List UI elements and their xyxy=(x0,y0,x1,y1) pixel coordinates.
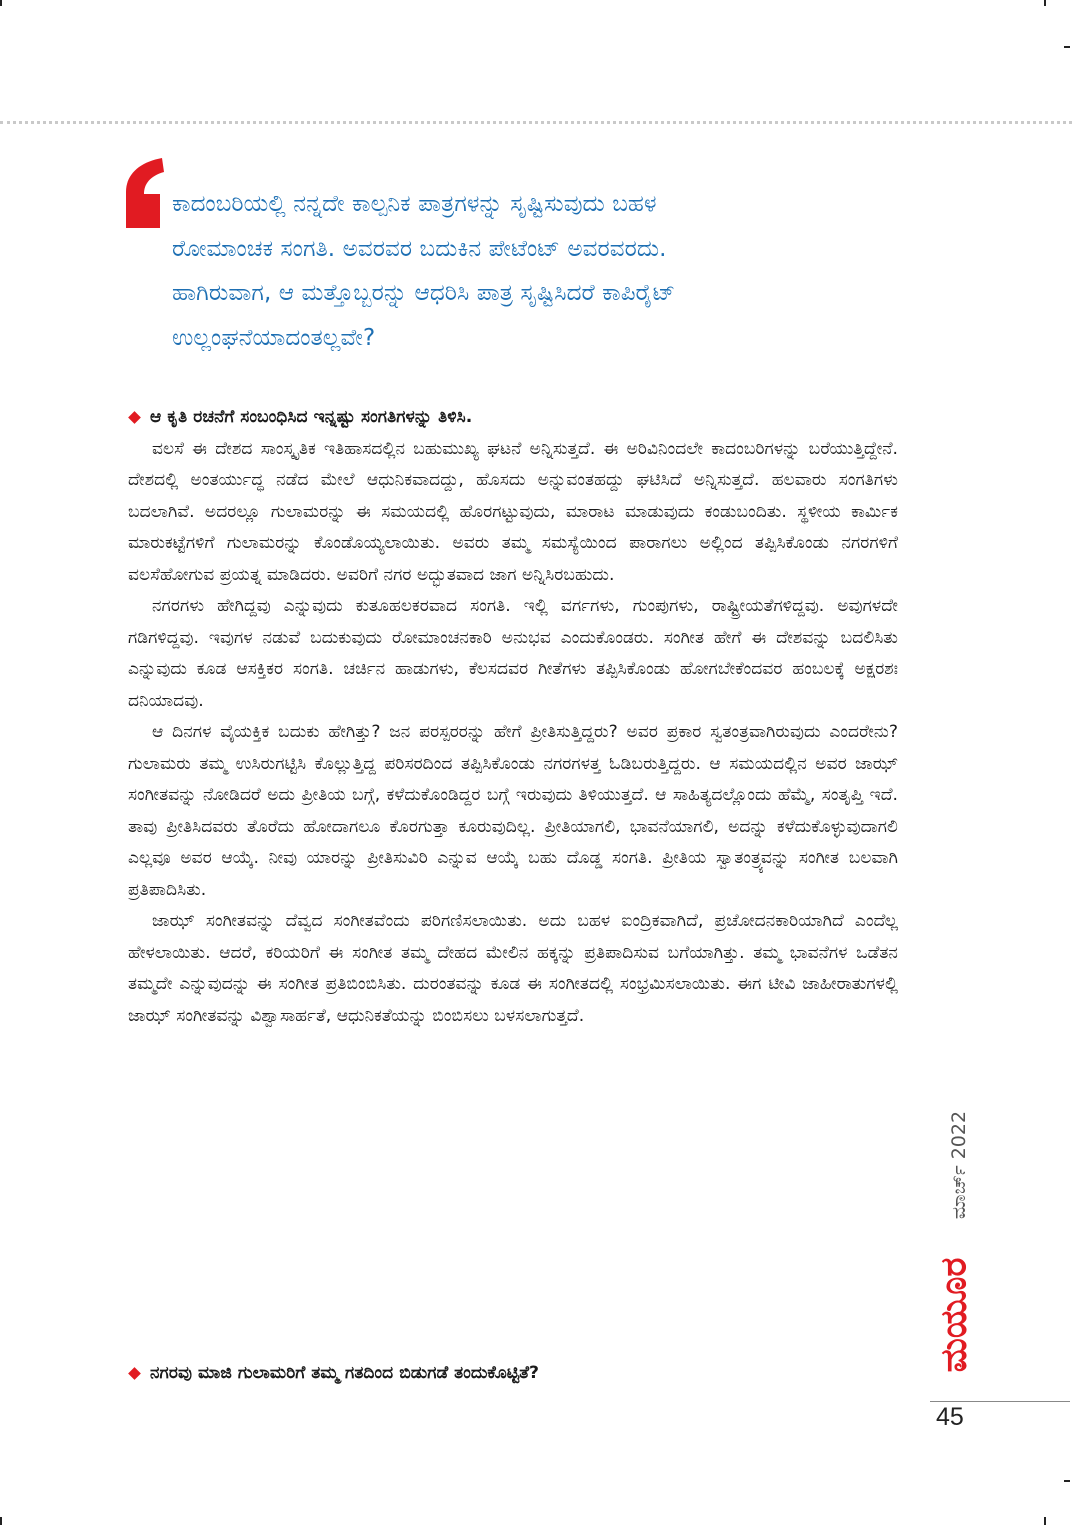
answer-paragraph: ಜಾಝ್ ಸಂಗೀತವನ್ನು ದೆವ್ವದ ಸಂಗೀತವೆಂದು ಪರಿಗಣಿಸಲಾಯಿತು. ಅದು ಬಹಳ ಐಂದ್ರಿಕವಾಗಿದೆ, ಪ್ರಚೋದನಕಾರಿಯಾಗಿದೆ ಎಂದೆಲ್ಲ ಹೇಳಲಾಯಿತು. ಆದರೆ, ಕರಿಯರಿಗೆ ಈ ಸಂಗೀತ ತಮ್ಮ ದೇಹದ ಮೇಲಿನ ಹಕ್ಕನ್ನು ಪ್ರತಿಪಾದಿಸುವ ಬಗೆಯಾಗಿತ್ತು. ತಮ್ಮ ಭಾವನೆಗಳ ಒಡೆತನ ತಮ್ಮದೇ ಎನ್ನುವುದನ್ನು ಈ ಸಂಗೀತ ಪ್ರತಿಬಿಂಬಿಸಿತು. ದುರಂತವನ್ನು ಕೂಡ ಈ ಸಂಗೀತದಲ್ಲಿ ಸಂಭ್ರಮಿಸಲಾಯಿತು. ಈಗ ಟೀವಿ ಜಾಹೀರಾತುಗಳಲ್ಲಿ ಜಾಝ್ ಸಂಗೀತವನ್ನು ವಿಶ್ವಾಸಾರ್ಹತೆ, ಆಧುನಿಕತೆಯನ್ನು ಬಿಂಬಿಸಲು ಬಳಸಲಾಗುತ್ತದೆ. xyxy=(128,911,898,1026)
pull-quote xyxy=(172,182,872,360)
crop-mark-right-bottom xyxy=(1064,1480,1070,1482)
issue-date-text: ಮಾರ್ಚ್ 2022 xyxy=(948,1110,970,1220)
magazine-logo-text: ಮಯೂರ xyxy=(933,1257,974,1373)
crop-mark-top-right xyxy=(1044,0,1046,6)
page-number: 45 xyxy=(936,1403,964,1431)
page-number-rule xyxy=(930,1401,1070,1402)
diamond-bullet-icon xyxy=(128,1367,141,1380)
dotted-separator xyxy=(0,121,1072,124)
crop-mark-bottom-right xyxy=(1044,1517,1046,1525)
pull-quote-line: ಹಾಗಿರುವಾಗ, ಆ ಮತ್ತೊಬ್ಬರನ್ನು ಆಧರಿಸಿ ಪಾತ್ರ ಸೃಷ್ಟಿಸಿದರೆ ಕಾಪಿರೈಟ್ xyxy=(172,280,676,306)
answer-paragraph: ವಲಸೆ ಈ ದೇಶದ ಸಾಂಸ್ಕೃತಿಕ ಇತಿಹಾಸದಲ್ಲಿನ ಬಹುಮುಖ್ಯ ಘಟನೆ ಅನ್ನಿಸುತ್ತದೆ. ಈ ಅರಿವಿನಿಂದಲೇ ಕಾದಂಬರಿಗಳನ್ನು ಬರೆಯುತ್ತಿದ್ದೇನೆ. ದೇಶದಲ್ಲಿ ಅಂತರ್ಯುದ್ಧ ನಡೆದ ಮೇಲೆ ಆಧುನಿಕವಾದದ್ದು, ಹೊಸದು ಅನ್ನುವಂತಹದ್ದು ಘಟಿಸಿದೆ ಅನ್ನಿಸುತ್ತದೆ. ಹಲವಾರು ಸಂಗತಿಗಳು ಬದಲಾಗಿವೆ. ಅದರಲ್ಲೂ ಗುಲಾಮರನ್ನು ಈ ಸಮಯದಲ್ಲಿ ಹೊರಗಟ್ಟುವುದು, ಮಾರಾಟ ಮಾಡುವುದು ಕಂಡುಬಂದಿತು. ಸ್ಥಳೀಯ ಕಾರ್ಮಿಕ ಮಾರುಕಟ್ಟೆಗಳಿಗೆ ಗುಲಾಮರನ್ನು ಕೊಂಡೊಯ್ಯಲಾಯಿತು. ಅವರು ತಮ್ಮ ಸಮಸ್ಯೆಯಿಂದ ಪಾರಾಗಲು ಅಲ್ಲಿಂದ ತಪ್ಪಿಸಿಕೊಂಡು ನಗರಗಳಿಗೆ ವಲಸೆಹೋಗುವ ಪ್ರಯತ್ನ ಮಾಡಿದರು. ಅವರಿಗೆ ನಗರ ಅದ್ಭುತವಾದ ಜಾಗ ಅನ್ನಿಸಿರಬಹುದು. xyxy=(128,438,898,585)
answer-paragraph: ಆ ದಿನಗಳ ವೈಯಕ್ತಿಕ ಬದುಕು ಹೇಗಿತ್ತು? ಜನ ಪರಸ್ಪರರನ್ನು ಹೇಗೆ ಪ್ರೀತಿಸುತ್ತಿದ್ದರು? ಅವರ ಪ್ರಕಾರ ಸ್ವತಂತ್ರವಾಗಿರುವುದು ಎಂದರೇನು? ಗುಲಾಮರು ತಮ್ಮ ಉಸಿರುಗಟ್ಟಿಸಿ ಕೊಲ್ಲುತ್ತಿದ್ದ ಪರಿಸರದಿಂದ ತಪ್ಪಿಸಿಕೊಂಡು ನಗರಗಳತ್ತ ಓಡಿಬರುತ್ತಿದ್ದರು. ಆ ಸಮಯದಲ್ಲಿನ ಅವರ ಜಾಝ್ ಸಂಗೀತವನ್ನು ನೋಡಿದರೆ ಅದು ಪ್ರೀತಿಯ ಬಗ್ಗೆ, ಕಳೆದುಕೊಂಡಿದ್ದರ ಬಗ್ಗೆ ಇರುವುದು ತಿಳಿಯುತ್ತದೆ. ಆ ಸಾಹಿತ್ಯದಲ್ಲೊಂದು ಹೆಮ್ಮೆ, ಸಂತೃಪ್ತಿ ಇದೆ. ತಾವು ಪ್ರೀತಿಸಿದವರು ತೊರೆದು ಹೋದಾಗಲೂ ಕೊರಗುತ್ತಾ ಕೂರುವುದಿಲ್ಲ. ಪ್ರೀತಿಯಾಗಲಿ, ಭಾವನೆಯಾಗಲಿ, ಅದನ್ನು ಕಳೆದುಕೊಳ್ಳುವುದಾಗಲಿ ಎಲ್ಲವೂ ಅವರ ಆಯ್ಕೆ. ನೀವು ಯಾರನ್ನು ಪ್ರೀತಿಸುವಿರಿ ಎನ್ನುವ ಆಯ್ಕೆ ಬಹು ದೊಡ್ಡ ಸಂಗತಿ. ಪ್ರೀತಿಯ ಸ್ವಾತಂತ್ರ್ಯವನ್ನು ಸಂಗೀತ ಬಲವಾಗಿ ಪ್ರತಿಪಾದಿಸಿತು. xyxy=(128,722,898,900)
pull-quote-line: ಉಲ್ಲಂಘನೆಯಾದಂತಲ್ಲವೇ? xyxy=(172,324,376,351)
interview-question xyxy=(128,1358,539,1390)
crop-mark-right-top xyxy=(1064,46,1070,48)
magazine-logo xyxy=(928,1240,980,1390)
issue-date xyxy=(944,1100,974,1230)
interview-question xyxy=(128,402,898,434)
pull-quote-line: ಕಾದಂಬರಿಯಲ್ಲಿ ನನ್ನದೇ ಕಾಲ್ಪನಿಕ ಪಾತ್ರಗಳನ್ನು ಸೃಷ್ಟಿಸುವುದು ಬಹಳ xyxy=(172,191,657,217)
quote-mark-icon xyxy=(118,158,168,230)
pull-quote-line: ರೋಮಾಂಚಕ ಸಂಗತಿ. ಅವರವರ ಬದುಕಿನ ಪೇಟೆಂಟ್ ಅವರವರದು. xyxy=(172,235,667,262)
article-body xyxy=(128,402,898,1032)
diamond-bullet-icon xyxy=(128,411,141,424)
crop-mark-top-left xyxy=(0,0,2,6)
question-text: ಆ ಕೃತಿ ರಚನೆಗೆ ಸಂಬಂಧಿಸಿದ ಇನ್ನಷ್ಟು ಸಂಗತಿಗಳನ್ನು ತಿಳಿಸಿ. xyxy=(150,407,473,427)
crop-mark-bottom-left xyxy=(0,1517,2,1525)
question-text: ನಗರವು ಮಾಜಿ ಗುಲಾಮರಿಗೆ ತಮ್ಮ ಗತದಿಂದ ಬಿಡುಗಡೆ ತಂದುಕೊಟ್ಟಿತೆ? xyxy=(150,1363,540,1383)
answer-paragraph: ನಗರಗಳು ಹೇಗಿದ್ದವು ಎನ್ನುವುದು ಕುತೂಹಲಕರವಾದ ಸಂಗತಿ. ಇಲ್ಲಿ ವರ್ಗಗಳು, ಗುಂಪುಗಳು, ರಾಷ್ಟ್ರೀಯತೆಗಳಿದ್ದವು. ಅವುಗಳದೇ ಗಡಿಗಳಿದ್ದವು. ಇವುಗಳ ನಡುವೆ ಬದುಕುವುದು ರೋಮಾಂಚನಕಾರಿ ಅನುಭವ ಎಂದುಕೊಂಡರು. ಸಂಗೀತ ಹೇಗೆ ಈ ದೇಶವನ್ನು ಬದಲಿಸಿತು ಎನ್ನುವುದು ಕೂಡ ಆಸಕ್ತಿಕರ ಸಂಗತಿ. ಚರ್ಚಿನ ಹಾಡುಗಳು, ಕೆಲಸದವರ ಗೀತೆಗಳು ತಪ್ಪಿಸಿಕೊಂಡು ಹೋಗಬೇಕೆಂದವರ ಹಂಬಲಕ್ಕೆ ಅಕ್ಷರಶಃ ದನಿಯಾದವು. xyxy=(128,596,898,711)
